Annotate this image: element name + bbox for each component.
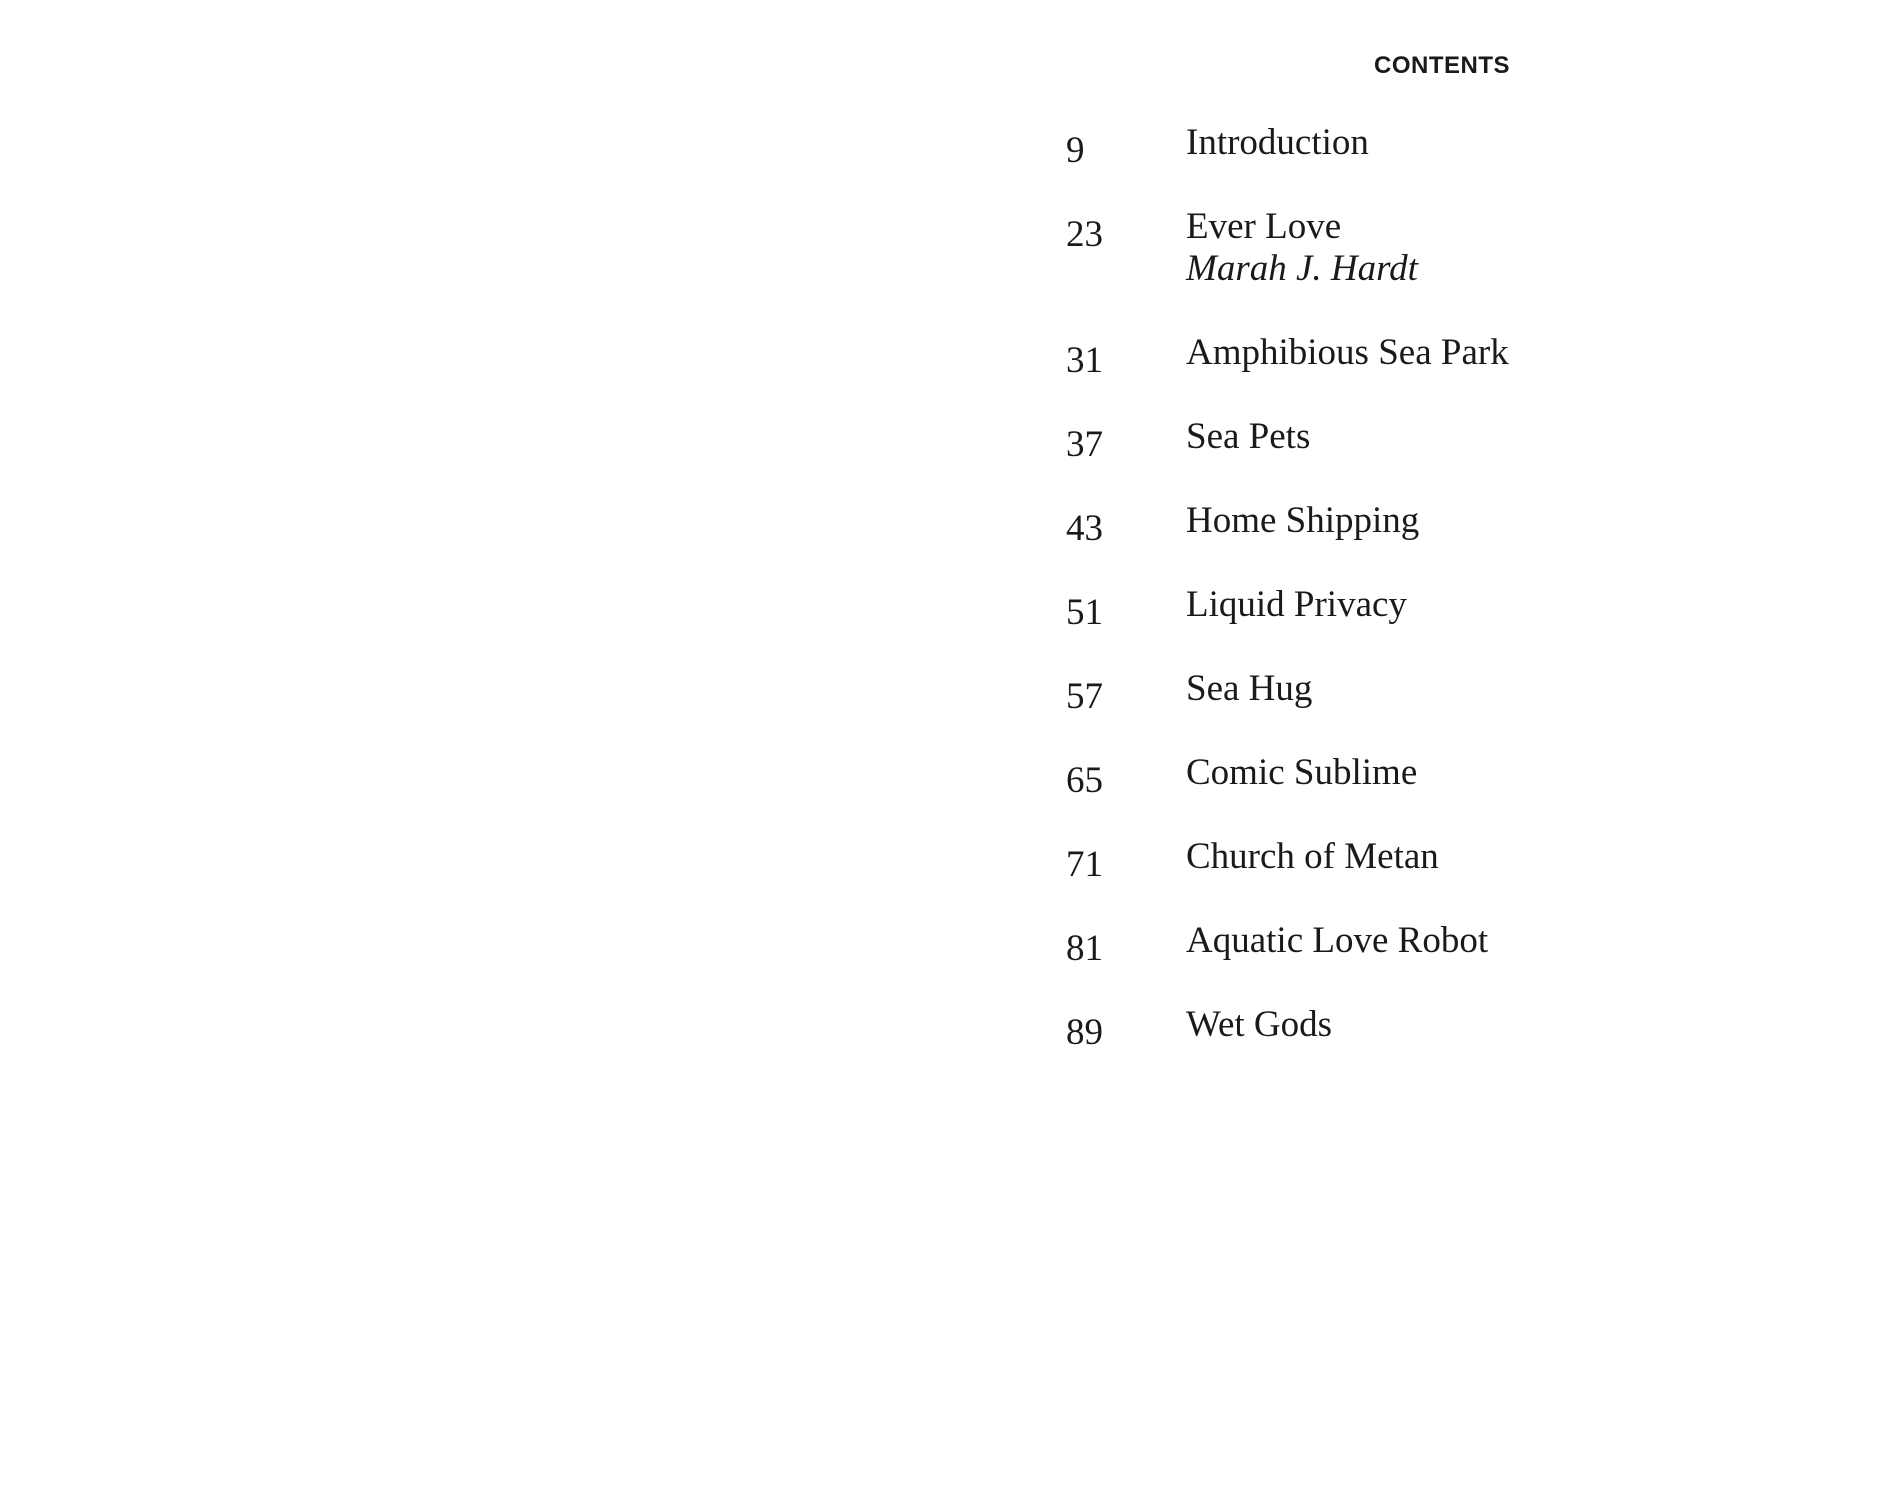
toc-title: Ever Love [1186,206,1342,247]
toc-title: Church of Metan [1186,836,1439,877]
toc-entry-wet-gods [1066,1004,1626,1088]
toc-page-number: 23 [1066,214,1103,255]
toc-title: Aquatic Love Robot [1186,920,1489,961]
toc-page-number: 89 [1066,1012,1103,1053]
toc-title-block [1186,206,1626,290]
toc-entry-introduction [1066,122,1626,206]
toc-title: Home Shipping [1186,500,1420,541]
toc-page-number: 51 [1066,592,1103,633]
table-of-contents [1066,122,1626,1088]
toc-title: Comic Sublime [1186,752,1418,793]
toc-entry-comic-sublime [1066,752,1626,836]
toc-page-number: 31 [1066,340,1103,381]
toc-title: Sea Pets [1186,416,1311,457]
contents-heading: CONTENTS [1374,52,1510,79]
toc-page-number: 71 [1066,844,1103,885]
toc-title: Amphibious Sea Park [1186,332,1509,373]
toc-page-number: 81 [1066,928,1103,969]
toc-page-number: 9 [1066,130,1085,171]
toc-entry-aquatic-love-robot [1066,920,1626,1004]
toc-page-number: 43 [1066,508,1103,549]
toc-entry-amphibious-sea-park [1066,332,1626,416]
toc-page-number: 37 [1066,424,1103,465]
toc-title: Wet Gods [1186,1004,1333,1045]
toc-entry-liquid-privacy [1066,584,1626,668]
toc-entry-church-of-metan [1066,836,1626,920]
toc-entry-ever-love [1066,206,1626,332]
toc-title: Introduction [1186,122,1369,163]
toc-page-number: 65 [1066,760,1103,801]
toc-entry-sea-pets [1066,416,1626,500]
toc-entry-sea-hug [1066,668,1626,752]
toc-entry-home-shipping [1066,500,1626,584]
toc-title: Sea Hug [1186,668,1313,709]
toc-page-number: 57 [1066,676,1103,717]
toc-title: Liquid Privacy [1186,584,1407,625]
toc-author: Marah J. Hardt [1186,248,1418,289]
